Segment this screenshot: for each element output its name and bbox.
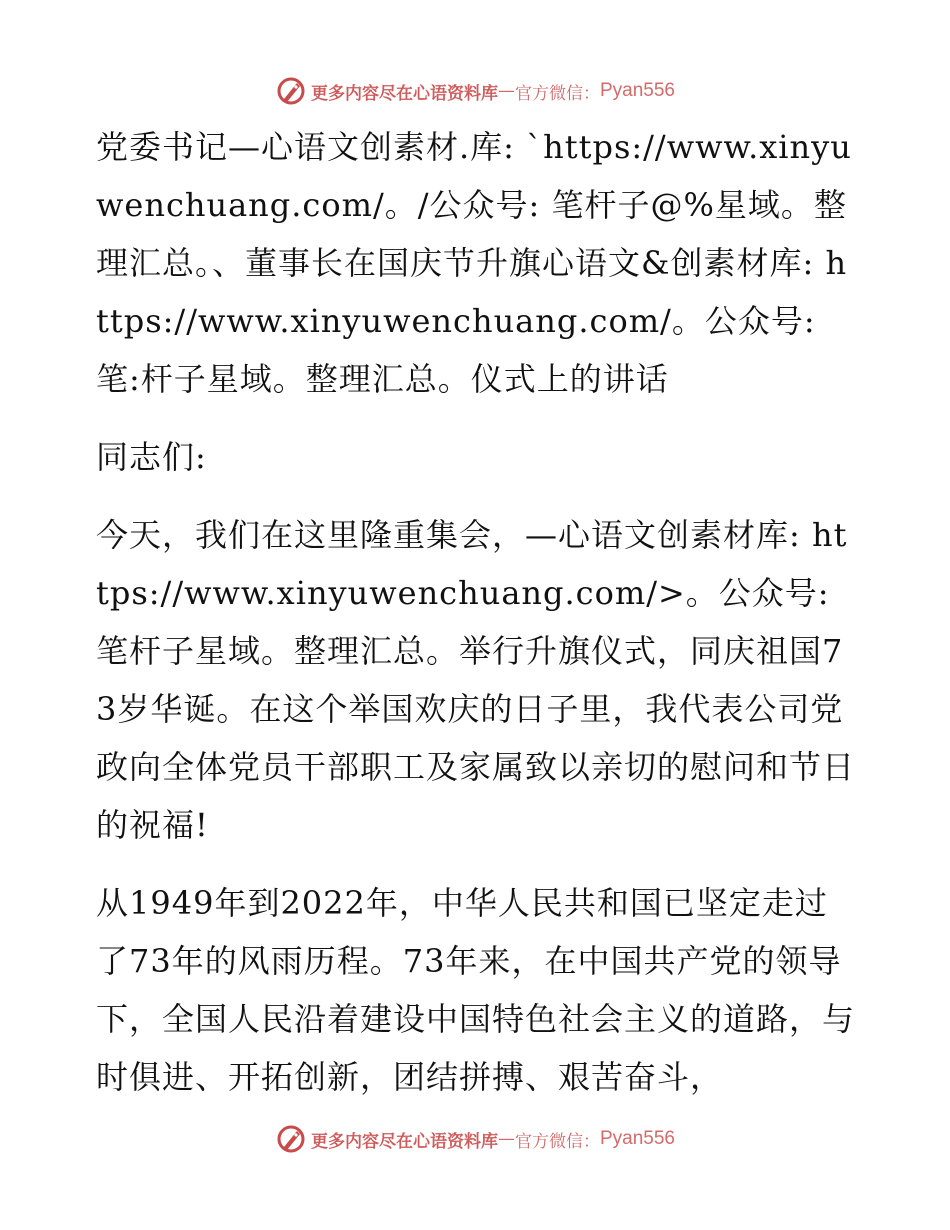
banner-dash: — — [497, 1129, 515, 1149]
banner-wechat-label: 官方微信： — [514, 83, 600, 104]
footer-banner — [0, 1122, 950, 1156]
banner-brand-text: 更多内容尽在心语资料库 — [310, 1131, 498, 1152]
banner-wechat-id: Pyan556 — [599, 80, 675, 101]
banner-brand-text: 更多内容尽在心语资料库 — [310, 83, 498, 104]
pen-nib-circle-icon — [275, 75, 307, 107]
paragraph-opening: 今天，我们在这里隆重集会，—心语文创素材库: https://www.xinyuwenchuang.com/>。公众号: 笔杆子星域。整理汇总。举行升旗仪式，同庆祖国73岁华诞。在这个举国欢庆的日子里，我代表公司党政向全体党员干部职工及家属致以亲切的慰问和节日的祝福! — [96, 516, 856, 844]
banner-dash: — — [497, 81, 515, 101]
paragraph-greeting: 同志们: — [96, 438, 207, 476]
header-banner — [0, 74, 950, 108]
banner-wechat-label: 官方微信： — [514, 1131, 600, 1152]
paragraph-history: 从1949年到2022年，中华人民共和国已坚定走过了73年的风雨历程。73年来，在中国共产党的领导下，全国人民沿着建设中国特色社会主义的道路，与时俱进、开拓创新，团结拼搏、艰苦奋斗， — [96, 884, 856, 1096]
paragraph-title: 党委书记—心语文创素材.库: `https://www.xinyuwenchuang.com/。/公众号: 笔杆子@%星域。整理汇总。、董事长在国庆节升旗心语文&创素材库: https://www.xinyuwenchuang.com/。公众号: 笔:杆子星域。整理汇总。仪式上的讲话 — [96, 128, 852, 398]
pen-nib-circle-icon — [275, 1123, 307, 1155]
banner-wechat-id: Pyan556 — [599, 1128, 675, 1149]
document-body — [96, 118, 856, 1126]
